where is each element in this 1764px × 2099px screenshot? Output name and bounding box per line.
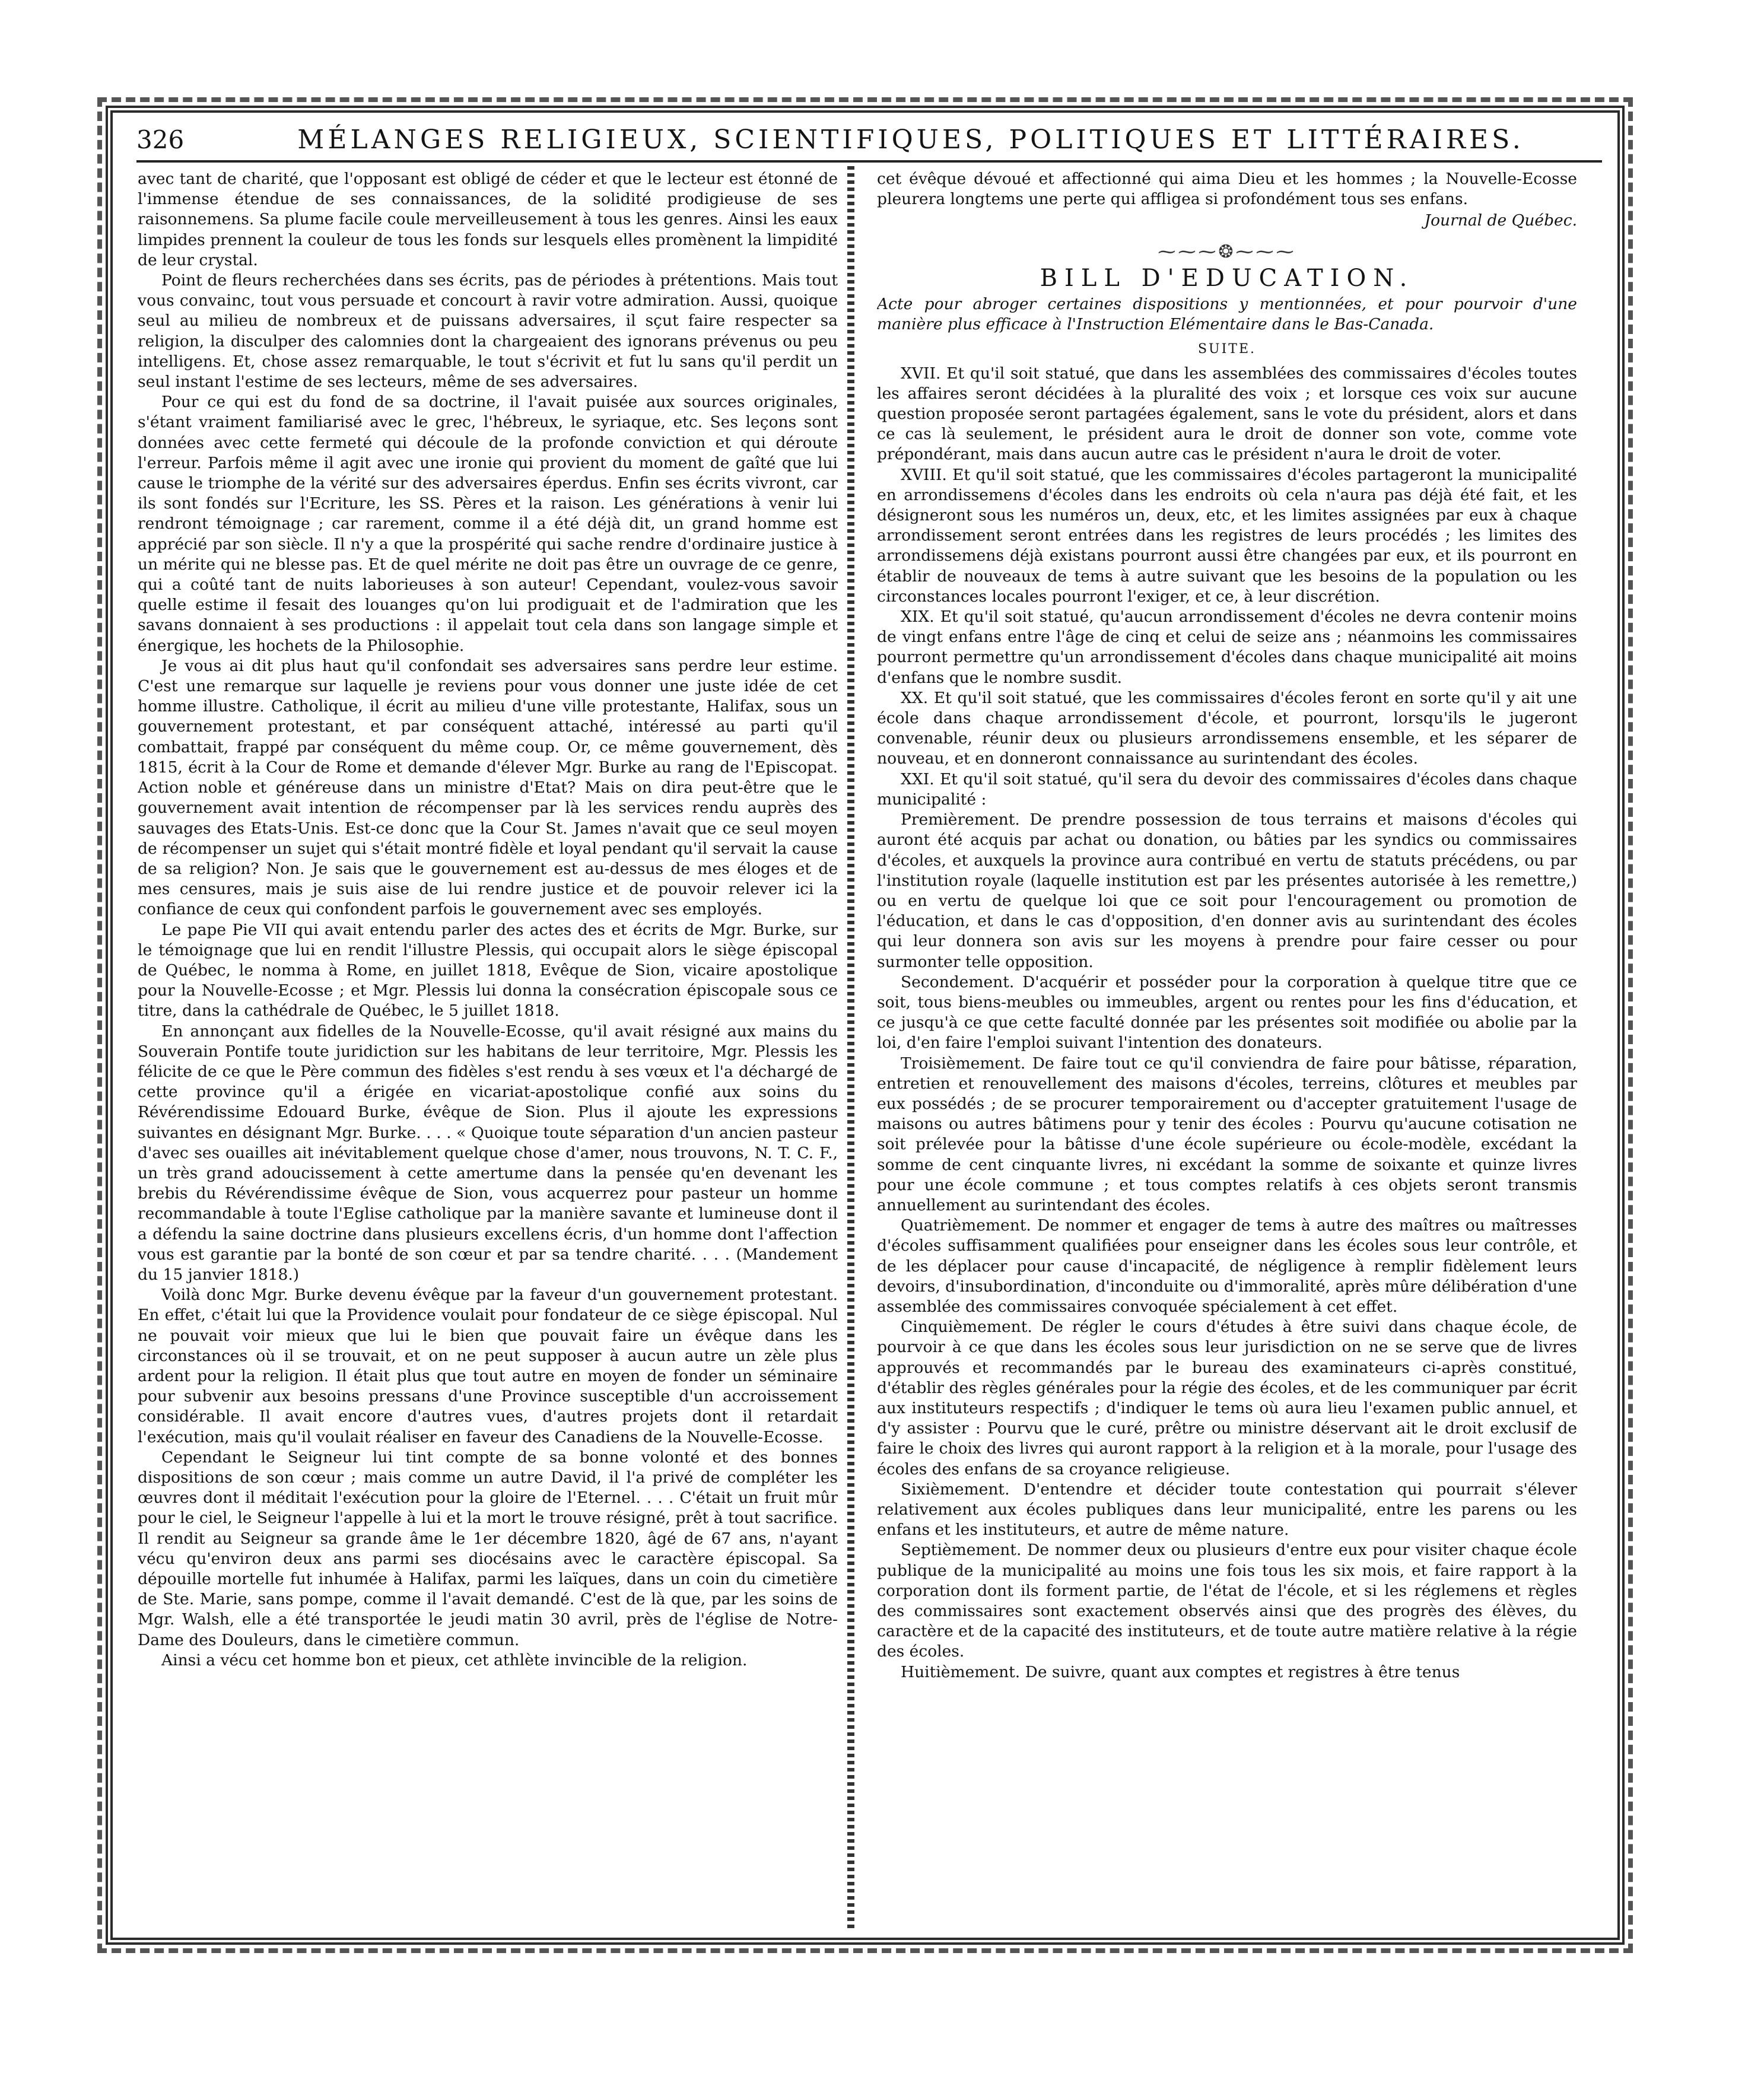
page-number: 326	[136, 125, 185, 154]
bill-clause: Secondement. D'acquérir et posséder pour la corporation à quelque titre que ce soit, tous biens-meubles ou immeubles, argent ou rentes pour les fins d'éducation, et ce jusqu'à ce que cette faculté donnée par les présentes soit modifiée ou abolie par la loi, d'en faire l'emploi suivant l'intention des donateurs.	[877, 972, 1577, 1052]
source-credit: Journal de Québec.	[1424, 211, 1577, 230]
column-divider	[847, 166, 854, 1928]
bill-clause: Septièmement. De nommer deux ou plusieurs d'entre eux pour visiter chaque école publique de la municipalité au moins une fois tous les six mois, et faire rapport à la corporation dont ils forment partie, de l'état de l'école, et si les réglemens et règles des commissaires sont exactement observés ainsi que des progrès des élèves, du caractère et de la capacité des instituteurs, et de toute autre matière relative à la régie des écoles.	[877, 1541, 1577, 1661]
left-paragraph: Le pape Pie VII qui avait entendu parler des actes des et écrits de Mgr. Burke, sur le témoignage que lui en rendit l'illustre Plessis, qui occupait alors le siège épiscopal de Québec, le nomma à Rome, en juillet 1818, Evêque de Sion, vicaire apostolique pour la Nouvelle-Ecosse ; et Mgr. Plessis lui donna la consécration épiscopale sous ce titre, dans la cathédrale de Québec, le 5 juillet 1818.	[138, 920, 838, 1020]
bill-clause: Sixièmement. D'entendre et décider toute contestation qui pourrait s'élever relativement aux écoles publiques dans leur municipalité, entre les parens ou les enfans et les instituteurs, et autre de même nature.	[877, 1480, 1577, 1540]
left-paragraph: avec tant de charité, que l'opposant est obligé de céder et que le lecteur est étonné de l'immense étendue de ses connaissances, de la solidité prodigieuse de ses raisonnemens. Sa plume facile coule merveilleusement à tous les genres. Ainsi les eaux limpides prennent la couleur de tous les fonds sur lesquels elles promènent la limpidité de leur crystal.	[138, 170, 838, 269]
bill-article: XVIII. Et qu'il soit statué, que les commissaires d'écoles partageront la municipalité en arrondissemens d'écoles dans les endroits où cela n'aura pas déjà été fait, et les désigneront sous les numéros un, deux, etc, et les limites assignées par eux à chaque arrondissement seront entrées dans les registres de leurs procédés ; les limites des arrondissemens déjà existans pourront aussi être changées par eux, et ils pourront en établir de nouveaux de tems à autre suivant que les besoins de la population ou les circonstances locales pourront l'exiger, et ce, à leur discrétion.	[877, 465, 1577, 606]
right-column	[877, 169, 1577, 1925]
bill-clause: Quatrièmement. De nommer et engager de tems à autre des maîtres ou maîtresses d'écoles suffisamment qualifiées pour enseigner dans les écoles sous leur contrôle, et de les déplacer pour cause d'incapacité, de négligence à remplir fidèlement leurs devoirs, d'insubordination, d'inconduite ou d'immoralité, après mûre délibération d'une assemblée des commissaires convoquée spécialement à cet effet.	[877, 1216, 1577, 1316]
bill-clause: Troisièmement. De faire tout ce qu'il conviendra de faire pour bâtisse, réparation, entretien et renouvellement des maisons d'écoles, terreins, clôtures et meubles par eux possédés ; de se procurer temporairement ou d'accepter gratuitement l'usage de maisons ou autres bâtimens pour y tenir des écoles : Pourvu qu'aucune cotisation ne soit prélevée pour la bâtisse d'une école supérieure ou école-modèle, excédant la somme de cent cinquante livres, ni excédant la somme de soixante et quinze livres pour une école commune ; et tous comptes relatifs à ces objets seront transmis annuellement au surintendant des écoles.	[877, 1054, 1577, 1214]
bill-article: XIX. Et qu'il soit statué, qu'aucun arrondissement d'écoles ne devra contenir moins de vingt enfans entre l'âge de cinq et celui de seize ans ; néanmoins les commissaires pourront permettre qu'un arrondissement d'écoles dans chaque municipalité ait moins d'enfans que le nombre susdit.	[877, 608, 1577, 687]
left-paragraph: Point de fleurs recherchées dans ses écrits, pas de périodes à prétentions. Mais tout vous convainc, tout vous persuade et concourt à ravir votre admiration. Aussi, quoique seul au milieu de nombreux et de puissans adversaires, il sçut faire respecter sa religion, la disculper des calomnies dont la chargeaient des ignorans prévenus ou peu intelligens. Et, chose assez remarquable, le tout s'écrivit et fut lu sans qu'il perdit un seul instant l'estime de ses lecteurs, même de ses adversaires.	[138, 271, 838, 392]
bill-title: BILL D'EDUCATION.	[1040, 264, 1415, 292]
bill-clause: Premièrement. De prendre possession de tous terrains et maisons d'écoles qui auront été acquis par achat ou donation, ou bâties par les syndics ou commissaires d'écoles, et auxquels la province aura contribué en vertu de statuts précédens, ou par l'institution royale (laquelle institution est par les présentes autorisée à les remettre,) ou en vertu de quelque loi que ce soit pour l'encouragement ou promotion de l'éducation, et dans le cas d'opposition, d'en donner avis au surintendant des écoles qui leur donnera son avis sur les moyens à prendre pour faire cesser ou pour surmonter telle opposition.	[877, 810, 1577, 971]
ornament-divider: ⁓⁓⁓❂⁓⁓⁓	[1158, 241, 1296, 262]
bill-subtitle: Acte pour abroger certaines dispositions y mentionnées, et pour pourvoir d'une manière plus efficace à l'Instruction Elémentaire dans le Bas-Canada.	[877, 295, 1577, 334]
bill-clause: Cinquièmement. De régler le cours d'études à être suivi dans chaque école, de pourvoir à ce que dans les écoles sous leur jurisdiction on ne se serve que de livres approuvés et recommandés par le bureau des examinateurs ci-après constitué, d'établir des règles générales pour la régie des écoles, et de les communiquer par écrit aux instituteurs respectifs ; d'indiquer le tems où aura lieu l'examen public annuel, et d'y assister : Pourvu que le curé, prêtre ou ministre déservant ait le droit exclusif de faire le choix des livres qui auront rapport à la religion et à la morale, pour l'usage des écoles des enfans de sa croyance religieuse.	[877, 1318, 1577, 1478]
bill-article: XVII. Et qu'il soit statué, que dans les assemblées des commissaires d'écoles toutes les affaires seront décidées à la pluralité des voix ; et lorsque ces voix sur aucune question proposée seront partagées également, sans le vote du président, alors et dans ce cas là seulement, le président aura le droit de donner son vote, comme vote prépondérant, mais dans aucun autre cas le président n'aura le droit de voter.	[877, 364, 1577, 464]
left-paragraph: Ainsi a vécu cet homme bon et pieux, cet athlète invincible de la religion.	[161, 1650, 748, 1669]
bill-article: XXI. Et qu'il soit statué, qu'il sera du devoir des commissaires d'écoles dans chaque municipalité :	[877, 769, 1577, 809]
left-paragraph: En annonçant aux fidelles de la Nouvelle-Ecosse, qu'il avait résigné aux mains du Souverain Pontife toute juridiction sur les habitans de leur territoire, Mgr. Plessis les félicite de ce que le Père commun des fidèles s'est rendu à ses vœux et l'a déchargé de cette province qu'il a érigée en vicariat-apostolique confié aux soins du Révérendissime Edouard Burke, évêque de Sion. Plus il ajoute les expressions suivantes en désignant Mgr. Burke. . . . « Quoique toute séparation d'un ancien pasteur d'avec ses ouailles ait inévitablement quelque chose d'amer, nous trouvons, N. T. C. F., un très grand adoucissement à cette amertume dans la pensée qu'en devenant les brebis du Révérendissime évêque de Sion, vous acquerrez pour pasteur un homme recommandable à toute l'Eglise catholique par la manière savante et lumineuse dont il a défendu la saine doctrine dans plusieurs excellens écris, d'un homme dont l'affection vous est garantie par la bonté de son cœur et par sa tendre charité. . . . (Mandement du 15 janvier 1818.)	[138, 1022, 838, 1284]
bill-article: XX. Et qu'il soit statué, que les commissaires d'écoles feront en sorte qu'il y ait une école dans chaque arrondissement d'école, et pourront, lorsqu'ils le jugeront convenable, réunir deux ou plusieurs arrondissemens ensemble, et les séparer de nouveau, et en donneront connaissance au surintendant des écoles.	[877, 688, 1577, 768]
running-header	[136, 119, 1602, 163]
left-paragraph: Voilà donc Mgr. Burke devenu évêque par la faveur d'un gouvernement protestant. En effet, c'était lui que la Providence voulait pour fondateur de ce siège épiscopal. Nul ne pouvait voir mieux que lui le bien que pouvait faire un évêque dans les circonstances où il se trouvait, et on ne peut supposer à aucun autre un zèle plus ardent pour la religion. Il était plus que tout autre en moyen de fonder un séminaire pour subvenir aux besoins pressans d'une Province susceptible d'un accroissement considérable. Il avait encore d'autres vues, d'autres projets dont il retardait l'exécution, mais qu'il voulait réaliser en faveur des Canadiens de la Nouvelle-Ecosse.	[138, 1286, 838, 1446]
bill-clause: Huitièmement. De suivre, quant aux comptes et registres à être tenus	[901, 1662, 1460, 1681]
left-paragraph: Pour ce qui est du fond de sa doctrine, il l'avait puisée aux sources originales, s'étant vraiment familiarisé avec le grec, l'hébreux, le syriaque, etc. Ses leçons sont données avec cette fermeté qui découle de la profonde conviction et qui déroute l'erreur. Parfois même il agit avec une ironie qui provient du moment de gaîté que lui cause le triomphe de la vérité sur des adversaires éperdus. Enfin ses écrits vivront, car ils sont fondés sur l'Ecriture, les SS. Pères et la raison. Les générations à venir lui rendront témoignage ; car rarement, comme il a été déjà dit, un grand homme est apprécié par son siècle. Il n'y a que la prospérité qui sache rendre d'ordinaire justice à un mérite qui ne blesse pas. Et de quel mérite ne doit pas être un ouvrage de ce genre, qui a coûté tant de nuits laborieuses à son auteur! Cependant, voulez-vous savoir quelle estime il fesait des louanges qu'on lui prodiguait et de l'admiration que les savans donnaient à ses productions : il appelait tout cela dans son langage simple et énergique, les hochets de la Philosophie.	[138, 393, 838, 655]
suite-label: SUITE.	[1197, 342, 1257, 357]
left-paragraph: Je vous ai dit plus haut qu'il confondait ses adversaires sans perdre leur estime. C'est une remarque sur laquelle je reviens pour vous donner une juste idée de cet homme illustre. Catholique, il écrit au milieu d'une ville protestante, Halifax, sous un gouvernement protestant, et par conséquent attaché, intéressé au parti qu'il combattait, frappé par conséquent du même coup. Or, ce même gouvernement, dès 1815, écrit à la Cour de Rome et demande d'élever Mgr. Burke au rang de l'Episcopat. Action noble et généreuse dans un ministre d'Etat? Mais on dira peut-être que le gouvernement avait intention de récompenser par là les services rendu auprès des sauvages des Etats-Unis. Est-ce donc que la Cour St. James n'avait que ce seul moyen de récompenser un sujet qui s'était montré fidèle et loyal pendant qu'il servait la cause de sa religion? Non. Je sais que le gouvernement est au-dessus de mes éloges et de mes censures, mais je suis aise de lui rendre justice et de pouvoir relever ici la confiance de ceux qui confondent parfois le gouvernement avec ses employés.	[138, 656, 838, 919]
obituary-conclusion: cet évêque dévoué et affectionné qui aima Dieu et les hommes ; la Nouvelle-Ecosse pleurera longtems une perte qui affligea si profondément tous ses enfans.	[877, 170, 1577, 209]
left-column	[138, 169, 838, 1925]
left-paragraph: Cependant le Seigneur lui tint compte de sa bonne volonté et des bonnes dispositions de son cœur ; mais comme un autre David, il l'a privé de compléter les œuvres dont il méditait l'exécution pour la gloire de l'Eternel. . . . C'était un fruit mûr pour le ciel, le Seigneur l'appelle à lui et la mort le trouve résigné, prêt à tout sacrifice. Il rendit au Seigneur sa grande âme le 1er décembre 1820, âgé de 67 ans, n'ayant vécu qu'environ deux ans parmi ses diocésains avec le caractère épiscopal. Sa dépouille mortelle fut inhumée à Halifax, parmi les laïques, dans un coin du cimetière de Ste. Marie, sans pompe, comme il l'avait demandé. C'est de là que, par les soins de Mgr. Walsh, elle a été transportée le jeudi matin 30 avril, près de l'église de Notre-Dame des Douleurs, dans le cimetière commun.	[138, 1448, 838, 1649]
running-head-title: MÉLANGES RELIGIEUX, SCIENTIFIQUES, POLITIQUES ET LITTÉRAIRES.	[297, 124, 1524, 155]
